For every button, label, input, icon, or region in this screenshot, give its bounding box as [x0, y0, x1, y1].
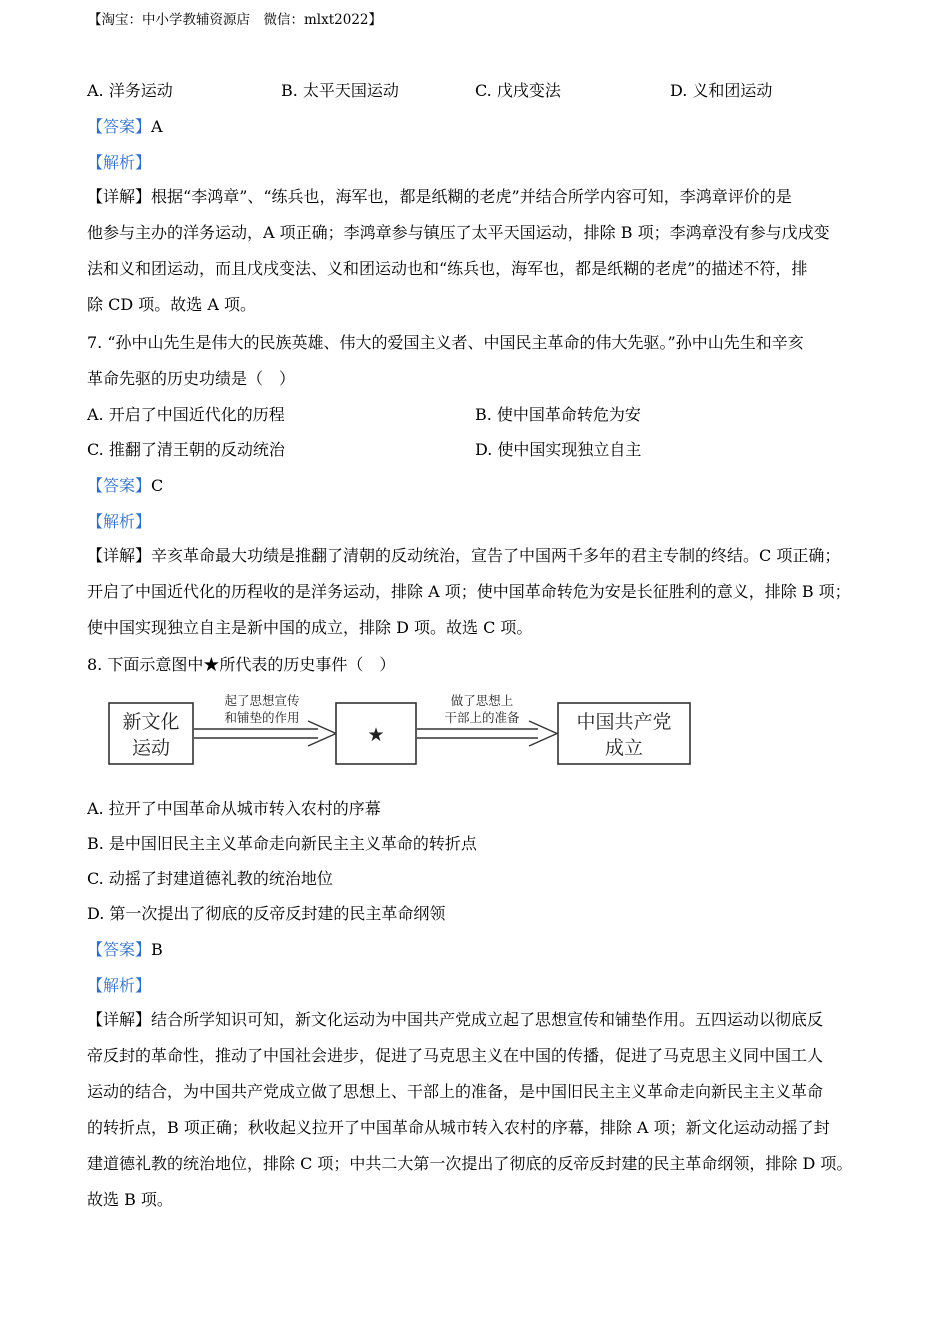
diagram-arrow1-line2: 和铺垫的作用	[224, 710, 300, 725]
detail-line: 建道德礼教的统治地位，排除 C 项；中共二大第一次提出了彻底的反帝反封建的民主革命纲领，排除 D 项。	[87, 1154, 853, 1173]
stem-line: 7. “孙中山先生是伟大的民族英雄、伟大的爱国主义者、中国民主革命的伟大先驱。”孙中山先生和辛亥	[87, 333, 804, 352]
detail-line: 法和义和团运动，而且戊戌变法、义和团运动也和“练兵也，海军也，都是纸糊的老虎”的描述不符，排	[87, 259, 808, 278]
answer-tag: 【答案】	[87, 117, 152, 136]
analysis-tag: 【解析】	[87, 976, 152, 995]
diagram-box1-line2: 运动	[131, 737, 171, 759]
q6-option-b: B. 太平天国运动	[281, 81, 399, 100]
diagram-box3-line1: 中国共产党	[576, 711, 672, 733]
q8-option-d: D. 第一次提出了彻底的反帝反封建的民主革命纲领	[87, 904, 446, 923]
diagram-box3-line2: 成立	[604, 737, 644, 759]
analysis-tag: 【解析】	[87, 512, 152, 531]
q8-answer	[87, 932, 163, 1004]
answer-tag: 【答案】	[87, 476, 152, 495]
detail-line: 帝反封的革命性，推动了中国社会进步，促进了马克思主义在中国的传播，促进了马克思主义同中国工人	[87, 1046, 824, 1065]
q7-answer	[87, 468, 163, 540]
detail-line: 他参与主办的洋务运动，A 项正确；李鸿章参与镇压了太平天国运动，排除 B 项；李鸿章没有参与戊戌变	[87, 223, 830, 242]
answer-value: C	[151, 476, 164, 495]
detail-line: 运动的结合，为中国共产党成立做了思想上、干部上的准备，是中国旧民主主义革命走向新民主主义革命	[87, 1082, 824, 1101]
q6-detail	[87, 179, 830, 323]
analysis-tag: 【解析】	[87, 153, 152, 172]
detail-line: 辛亥革命最大功绩是推翻了清朝的反动统治，宣告了中国两千多年的君主专制的终结。C 项正确；	[151, 546, 841, 565]
q6-answer	[87, 109, 163, 181]
q8-option-a: A. 拉开了中国革命从城市转入农村的序幕	[87, 799, 381, 818]
diagram-arrow2-line1: 做了思想上	[450, 693, 514, 708]
detail-tag: 【详解】	[87, 1010, 152, 1029]
detail-line: 结合所学知识可知，新文化运动为中国共产党成立起了思想宣传和铺垫作用。五四运动以彻底反	[151, 1010, 824, 1029]
q8-option-c: C. 动摇了封建道德礼教的统治地位	[87, 869, 333, 888]
q8-flow-diagram	[108, 693, 693, 768]
diagram-arrow1-line1: 起了思想宣传	[224, 693, 300, 708]
detail-line: 根据“李鸿章”、“练兵也，海军也，都是纸糊的老虎”并结合所学内容可知，李鸿章评价的是	[151, 187, 792, 206]
q8-detail	[87, 1002, 852, 1218]
detail-line: 除 CD 项。故选 A 项。	[87, 295, 256, 314]
page-header: 【淘宝：中小学教辅资源店 微信：mlxt2022】	[88, 12, 383, 28]
detail-line: 的转折点，B 项正确；秋收起义拉开了中国革命从城市转入农村的序幕，排除 A 项；新文化运动动摇了封	[87, 1118, 830, 1137]
answer-tag: 【答案】	[87, 940, 152, 959]
q8-stem: 8. 下面示意图中★所代表的历史事件（ ）	[87, 655, 396, 674]
detail-line: 故选 B 项。	[87, 1190, 173, 1209]
q7-option-b: B. 使中国革命转危为安	[475, 405, 641, 424]
answer-value: B	[151, 940, 163, 959]
q7-option-c: C. 推翻了清王朝的反动统治	[87, 440, 285, 459]
q6-option-c: C. 戊戌变法	[475, 81, 561, 100]
detail-line: 开启了中国近代化的历程收的是洋务运动，排除 A 项；使中国革命转危为安是长征胜利的意义，排除 B 项；	[87, 582, 851, 601]
diagram-box1-line1: 新文化	[122, 711, 180, 733]
diagram-arrow2-line2: 干部上的准备	[444, 710, 520, 725]
detail-line: 使中国实现独立自主是新中国的成立，排除 D 项。故选 C 项。	[87, 618, 533, 637]
detail-tag: 【详解】	[87, 187, 152, 206]
q6-option-d: D. 义和团运动	[670, 81, 773, 100]
q8-option-b: B. 是中国旧民主主义革命走向新民主主义革命的转折点	[87, 834, 477, 853]
q7-option-a: A. 开启了中国近代化的历程	[87, 405, 285, 424]
answer-value: A	[151, 117, 163, 136]
star-icon: ★	[367, 724, 385, 746]
q7-detail	[87, 538, 851, 646]
stem-line: 革命先驱的历史功绩是（ ）	[87, 369, 296, 388]
q7-stem	[87, 325, 804, 397]
detail-tag: 【详解】	[87, 546, 152, 565]
q6-option-a: A. 洋务运动	[87, 81, 173, 100]
q7-option-d: D. 使中国实现独立自主	[475, 440, 642, 459]
